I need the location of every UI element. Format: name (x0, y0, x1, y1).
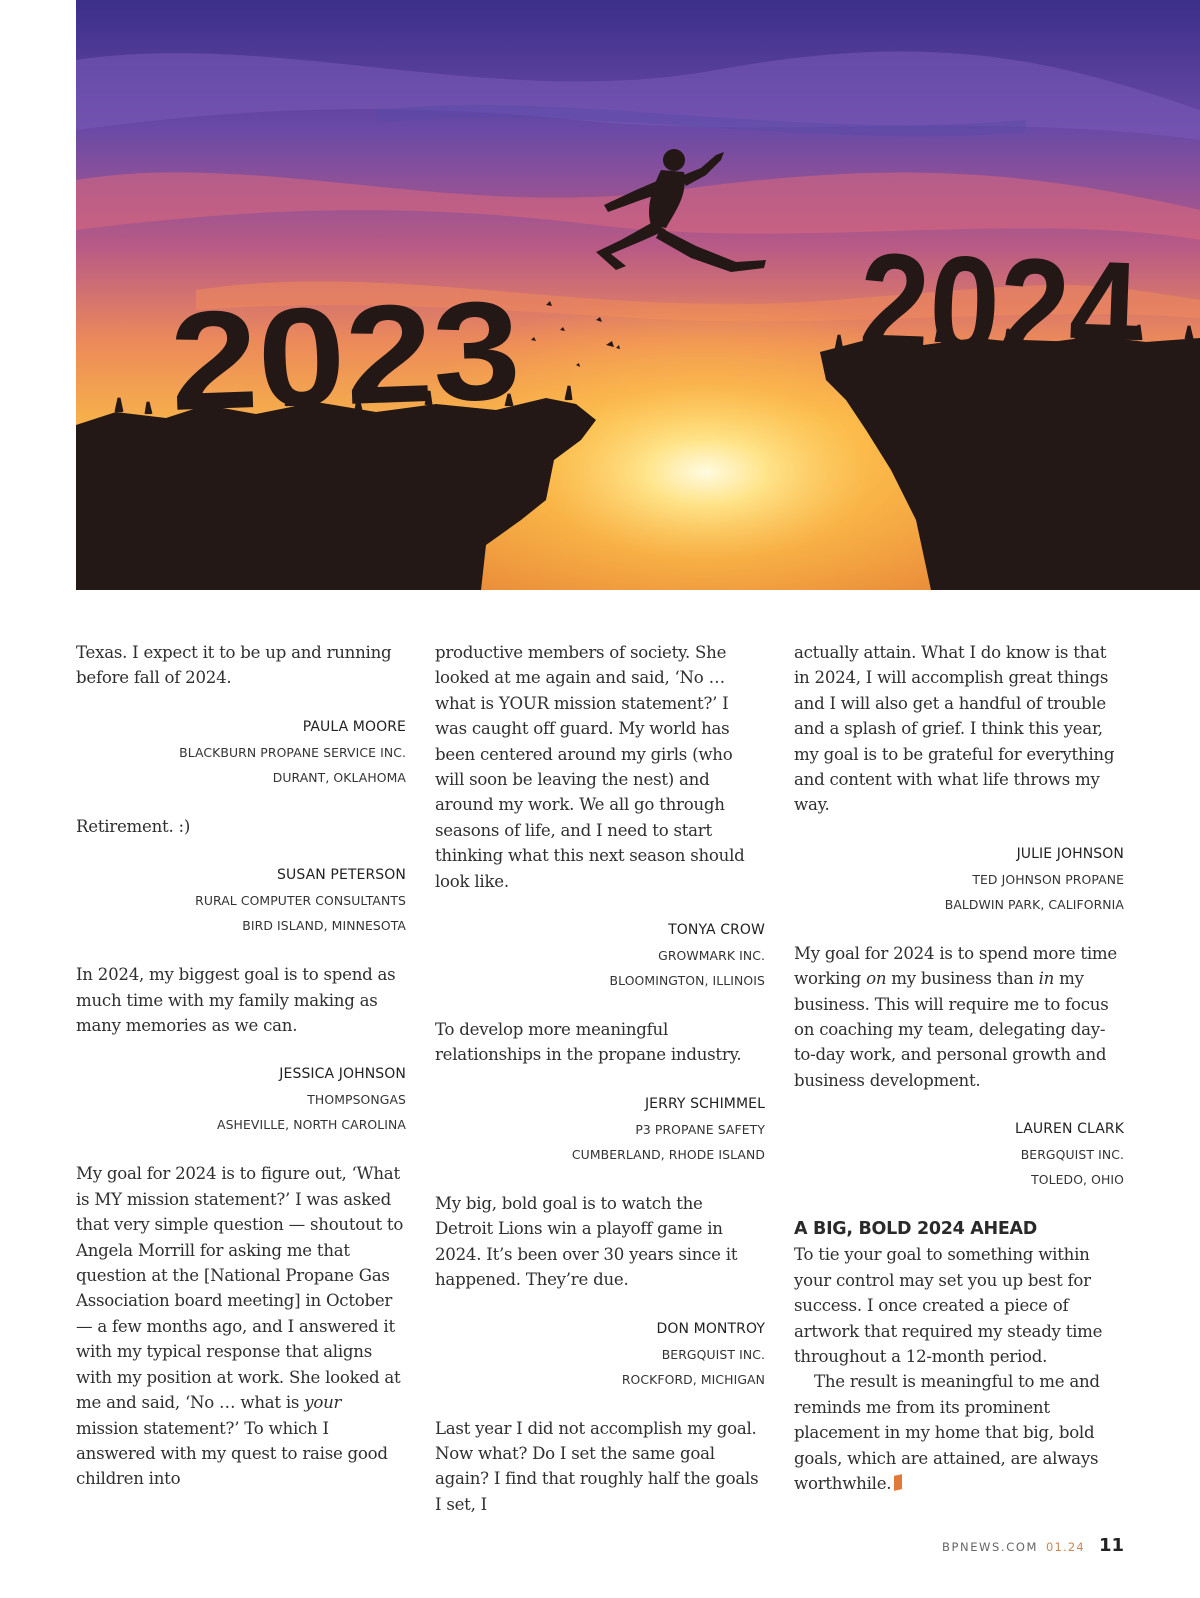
body-paragraph (435, 640, 765, 894)
body-paragraph (435, 1191, 765, 1293)
emphasis-text: your (304, 1393, 342, 1413)
contributor-location: BIRD ISLAND, MINNESOTA (242, 918, 406, 934)
section-subhead: A BIG, BOLD 2024 AHEAD (794, 1219, 1037, 1240)
contributor-location: ASHEVILLE, NORTH CAROLINA (217, 1117, 406, 1133)
contributor-company: BERGQUIST INC. (1020, 1147, 1124, 1163)
contributor-name: TONYA CROW (668, 922, 765, 939)
emphasis-text: on (866, 969, 887, 989)
text-run: my business. This will require me to focus on coaching my team, delegating day-to-day work, and personal growth and business development. (794, 969, 1109, 1090)
column-1 (76, 640, 406, 1492)
column-3 (794, 640, 1124, 1496)
page-footer (942, 1535, 1124, 1556)
end-mark-icon (894, 1474, 902, 1491)
text-run: Last year I did not accomplish my goal. Now what? Do I set the same goal again? I find that roughly half the goals I set, I (435, 1418, 759, 1514)
text-run: productive members of society. She looked at me again and said, ‘No … what is YOUR mission statement?’ I was caught off guard. My world has been centered around my girls (who will soon be leaving the nest) and around my work. We all go through seasons of life, and I need to start thinking what this next season should look like. (435, 643, 745, 891)
body-paragraph (76, 962, 406, 1038)
contributor-company: BERGQUIST INC. (661, 1346, 765, 1362)
text-run: The result is meaningful to me and reminds me from its prominent placement in my home that big, bold goals, which are attained, are always worthwhile. (794, 1372, 1100, 1493)
contributor-company: GROWMARK INC. (658, 948, 765, 964)
hero-illustration (76, 0, 1200, 590)
text-run: In 2024, my biggest goal is to spend as much time with my family making as many memories as we can. (76, 965, 396, 1036)
body-paragraph (794, 1369, 1124, 1496)
year-2024-label: 2024 (856, 223, 1174, 391)
text-run: Retirement. :) (76, 816, 191, 836)
contributor-name: JULIE JOHNSON (1016, 845, 1124, 862)
body-paragraph (76, 814, 406, 839)
contributor-company: THOMPSONGAS (307, 1092, 406, 1108)
contributor-company: TED JOHNSON PROPANE (972, 871, 1124, 887)
contributor-location: ROCKFORD, MICHIGAN (621, 1371, 765, 1387)
text-run: My goal for 2024 is to spend more time working (794, 943, 1117, 989)
contributor-location: DURANT, OKLAHOMA (272, 769, 406, 785)
contributor-attribution (435, 1092, 765, 1167)
text-run: To tie your goal to something within your control may set you up best for success. I once created a piece of artwork that required my steady time throughout a 12-month period. (794, 1245, 1103, 1366)
column-2 (435, 640, 765, 1517)
body-paragraph (435, 1416, 765, 1518)
body-paragraph (794, 640, 1124, 818)
contributor-attribution (435, 918, 765, 993)
website-link[interactable]: BPNEWS.COM (941, 1540, 1038, 1554)
issue-date: 01.24 (1046, 1540, 1085, 1554)
contributor-name: JERRY SCHIMMEL (644, 1095, 765, 1112)
contributor-attribution (76, 863, 406, 938)
contributor-attribution (794, 842, 1124, 917)
contributor-location: CUMBERLAND, RHODE ISLAND (571, 1146, 765, 1162)
hero-image (76, 0, 1200, 590)
text-run: My goal for 2024 is to figure out, ‘What is MY mission statement?’ I was asked that very simple question — shoutout to Angela Morrill for asking me that question at the [National Propane Gas Association board meeting] in October — a few months ago, and I answered it with my typical response that aligns with my position at work. She looked at me and said, ‘No … what is (76, 1164, 404, 1413)
contributor-company: RURAL COMPUTER CONSULTANTS (195, 893, 406, 909)
contributor-attribution (76, 715, 406, 790)
contributor-name: DON MONTROY (656, 1320, 765, 1337)
body-paragraph (76, 640, 406, 691)
contributor-location: BALDWIN PARK, CALIFORNIA (944, 896, 1124, 912)
text-run: Texas. I expect it to be up and running before fall of 2024. (76, 643, 392, 688)
contributor-attribution (76, 1062, 406, 1137)
page-number: 11 (1098, 1535, 1124, 1556)
text-run: To develop more meaningful relationships in the propane industry. (435, 1020, 742, 1065)
contributor-company: P3 PROPANE SAFETY (635, 1121, 765, 1137)
contributor-company: BLACKBURN PROPANE SERVICE INC. (179, 744, 406, 760)
body-paragraph (794, 941, 1124, 1093)
year-2023-label: 2023 (167, 272, 485, 440)
contributor-name: JESSICA JOHNSON (279, 1066, 406, 1083)
text-run: mission statement?’ To which I answered with my quest to raise good children into (76, 1418, 388, 1489)
body-paragraph (76, 1161, 406, 1491)
contributor-location: BLOOMINGTON, ILLINOIS (609, 973, 765, 989)
text-run: My big, bold goal is to watch the Detroit Lions win a playoff game in 2024. It’s been over 30 years since it happened. They’re due. (435, 1193, 738, 1290)
text-run: my business than (886, 969, 1039, 989)
body-paragraph (794, 1242, 1124, 1369)
contributor-name: PAULA MOORE (302, 718, 406, 735)
contributor-name: SUSAN PETERSON (277, 867, 406, 884)
contributor-name: LAUREN CLARK (1014, 1121, 1124, 1138)
contributor-location: TOLEDO, OHIO (1031, 1172, 1124, 1188)
contributor-attribution (794, 1117, 1124, 1192)
emphasis-text: in (1038, 969, 1055, 989)
contributor-attribution (435, 1317, 765, 1392)
text-run: actually attain. What I do know is that in 2024, I will accomplish great things and I will also get a handful of trouble and a splash of grief. I think this year, my goal is to be grateful for everything and content with what life throws my way. (794, 643, 1115, 815)
body-paragraph (435, 1017, 765, 1068)
